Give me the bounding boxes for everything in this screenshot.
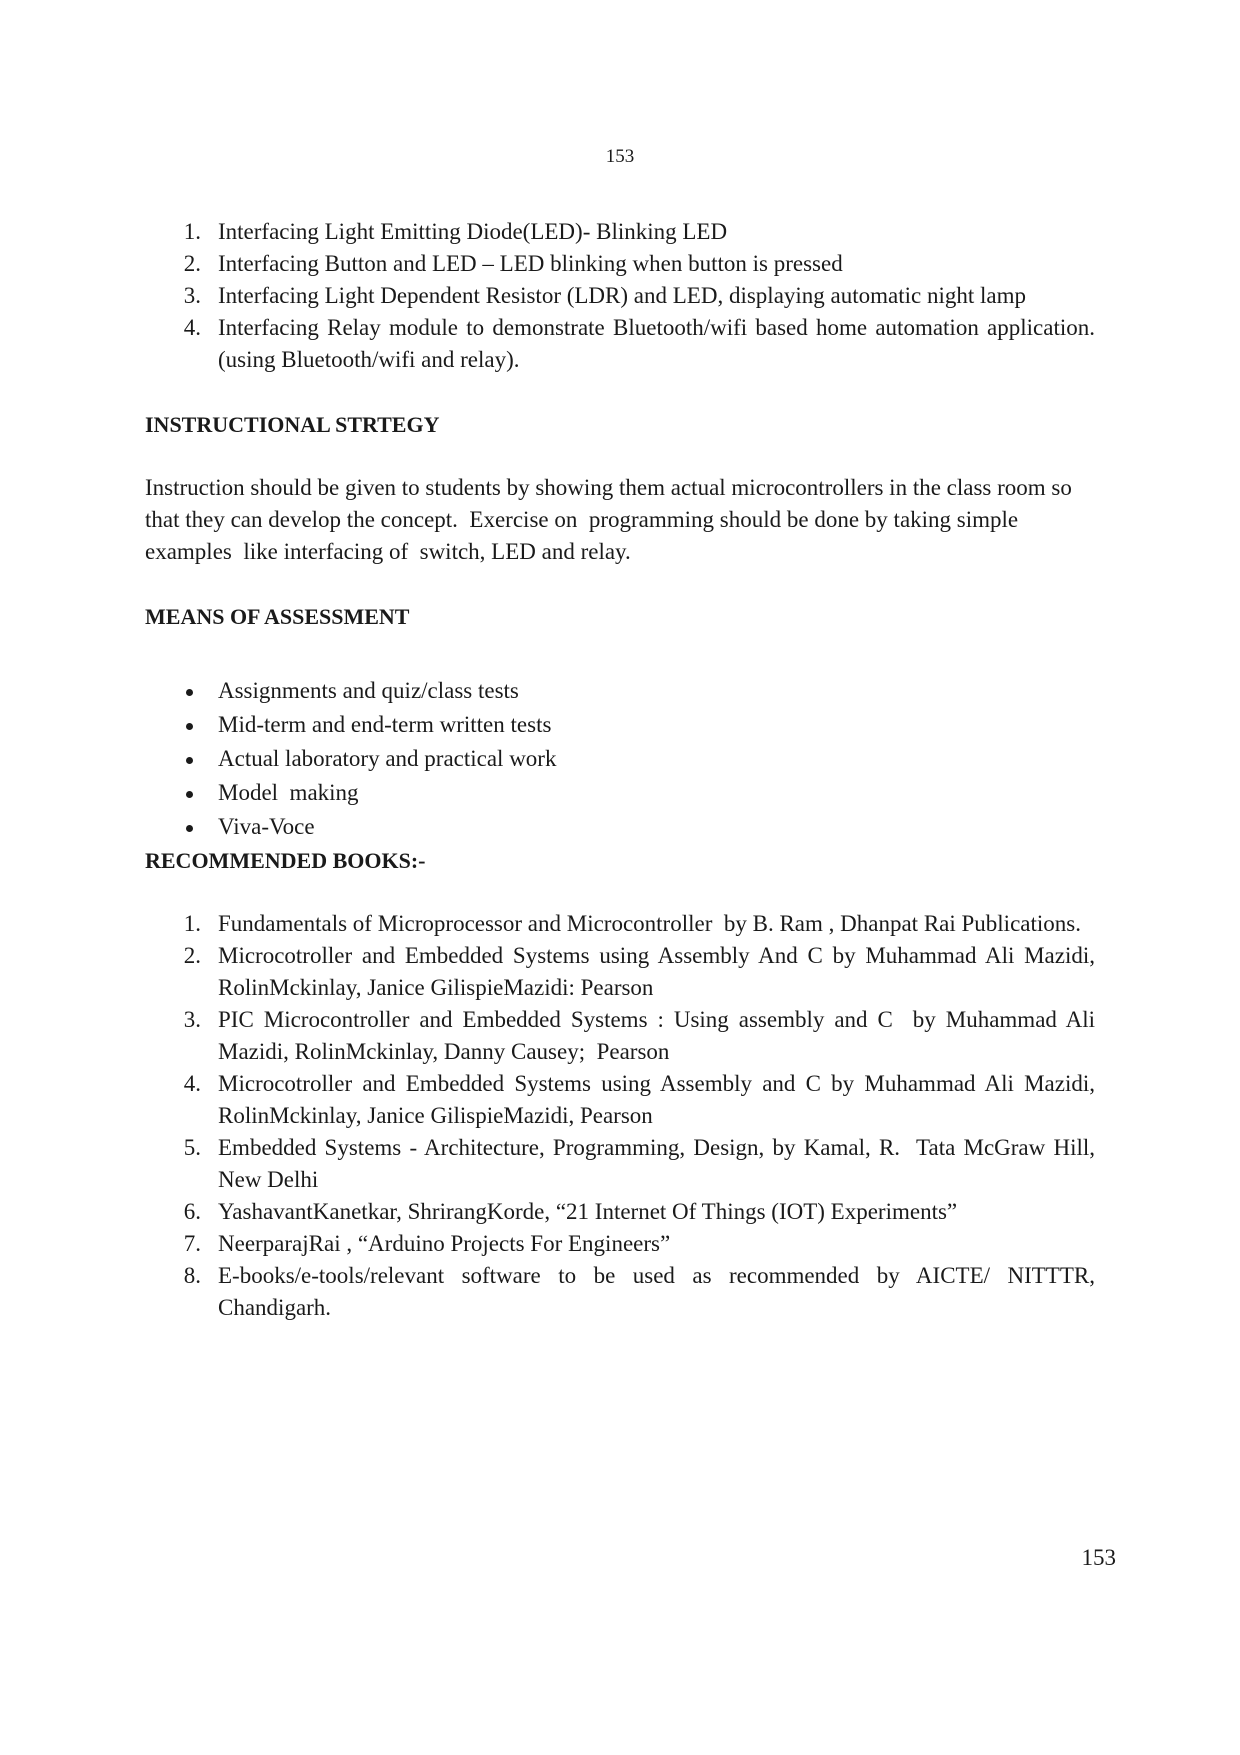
practical-text: Interfacing Relay module to demonstrate Bluetooth/wifi based home automation application. (using Bluetooth/wifi and relay). [218,315,1095,372]
assessment-text: Model making [218,780,359,805]
assessment-heading: MEANS OF ASSESSMENT [145,604,410,629]
book-item [145,1132,1101,1196]
bullet-icon [186,791,193,798]
assessment-text: Actual laboratory and practical work [218,746,557,771]
book-text: YashavantKanetkar, ShrirangKorde, “21 Internet Of Things (IOT) Experiments” [218,1199,958,1224]
assessment-item [145,742,1095,776]
practical-item [145,280,1095,312]
practicals-list [145,216,1095,376]
book-item [145,1196,1095,1228]
book-text: PIC Microcontroller and Embedded Systems : Using assembly and C by Muhammad Ali Mazidi, RolinMckinlay, Danny Causey; Pearson [218,1007,1101,1064]
instructional-heading: INSTRUCTIONAL STRTEGY [145,412,440,437]
practical-text: Interfacing Light Emitting Diode(LED)- Blinking LED [218,219,728,244]
assessment-text: Mid-term and end-term written tests [218,712,552,737]
assessment-item [145,776,1095,810]
assessment-item [145,708,1095,742]
book-item [145,940,1101,1004]
bullet-icon [186,757,193,764]
book-text: E-books/e-tools/relevant software to be used as recommended by AICTE/ NITTTR, Chandigarh. [218,1263,1101,1320]
practical-item [145,248,1095,280]
practical-text: Interfacing Light Dependent Resistor (LDR) and LED, displaying automatic night lamp [218,283,1026,308]
list-number: 5. [183,1135,201,1160]
list-number: 6. [183,1199,201,1224]
assessment-list [145,674,1095,844]
bullet-icon [186,689,193,696]
bullet-icon [186,723,193,730]
list-number: 3. [183,283,201,308]
book-text: Microcotroller and Embedded Systems using Assembly and C by Muhammad Ali Mazidi, RolinMckinlay, Janice GilispieMazidi, Pearson [218,1071,1101,1128]
list-number: 4. [183,1071,201,1096]
bullet-icon [186,825,193,832]
book-text: NeerparajRai , “Arduino Projects For Engineers” [218,1231,671,1256]
list-number: 2. [183,251,201,276]
list-number: 8. [183,1263,201,1288]
book-text: Embedded Systems - Architecture, Programming, Design, by Kamal, R. Tata McGraw Hill, New Delhi [218,1135,1101,1192]
assessment-item [145,674,1095,708]
list-number: 1. [183,911,201,936]
assessment-item [145,810,1095,844]
assessment-text: Assignments and quiz/class tests [218,678,519,703]
book-item [145,1228,1095,1260]
book-item [145,1004,1101,1068]
page-number-bottom: 153 [1081,1545,1116,1570]
practical-item [145,216,1095,248]
book-item [145,908,1095,940]
list-number: 1. [183,219,201,244]
instructional-paragraph: Instruction should be given to students by showing them actual microcontrollers in the class room so that they can develop the concept. Exercise on programming should be done by taking simple examples like interfacing of switch, LED and relay. [145,475,1078,564]
list-number: 4. [183,315,201,340]
book-item [145,1068,1101,1132]
book-item [145,1260,1101,1324]
book-text: Microcotroller and Embedded Systems using Assembly And C by Muhammad Ali Mazidi, RolinMckinlay, Janice GilispieMazidi: Pearson [218,943,1101,1000]
book-text: Fundamentals of Microprocessor and Microcontroller by B. Ram , Dhanpat Rai Publications. [218,911,1081,936]
list-number: 7. [183,1231,201,1256]
list-number: 2. [183,943,201,968]
practical-item [145,312,1095,376]
assessment-text: Viva-Voce [218,814,315,839]
books-list [145,908,1101,1324]
page-number-top: 153 [605,146,635,167]
practical-text: Interfacing Button and LED – LED blinking when button is pressed [218,251,843,276]
books-heading: RECOMMENDED BOOKS:- [145,848,426,873]
list-number: 3. [183,1007,201,1032]
